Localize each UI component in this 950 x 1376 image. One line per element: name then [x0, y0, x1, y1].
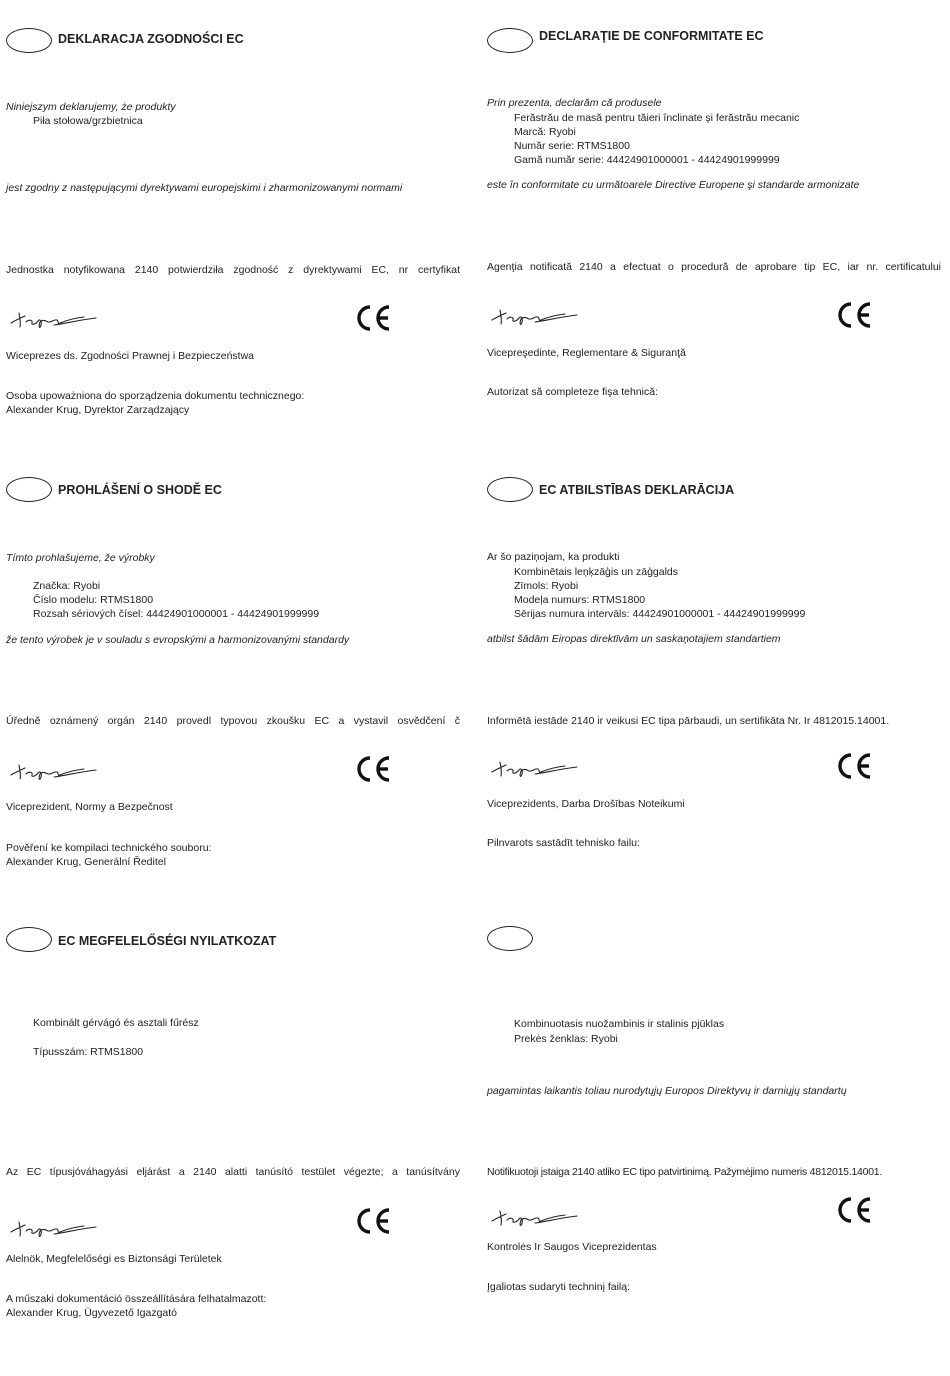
product-line: Číslo modelu: RTMS1800 [33, 594, 154, 606]
product-line: Značka: Ryobi [33, 580, 101, 592]
section-title: DECLARAŢIE DE CONFORMITATE EC [539, 29, 764, 43]
oval-icon [487, 477, 533, 502]
signature-icon [8, 1219, 100, 1239]
directives-text: este în conformitate cu următoarele Directive Europene şi standarde armonizate [487, 179, 860, 191]
ce-mark-icon [354, 1206, 392, 1236]
authorized-label: A műszaki dokumentáció összeállítására felhatalmazott: [6, 1293, 267, 1305]
product-line: Număr serie: RTMS1800 [514, 140, 630, 152]
oval-icon [6, 927, 52, 952]
intro-text: Prin prezenta, declarăm că produsele [487, 97, 662, 109]
directives-text: atbilst šādām Eiropas direktīvām un saskaņotajiem standartiem [487, 633, 781, 645]
directives-text: jest zgodny z następującymi dyrektywami europejskimi i zharmonizowanymi normami [6, 182, 403, 194]
authorized-label: Osoba upoważniona do sporządzenia dokumentu technicznego: [6, 390, 305, 402]
ce-mark-icon [354, 754, 392, 784]
product-line: Marcă: Ryobi [514, 126, 576, 138]
notified-body-text: Agenţia notificată 2140 a efectuat o procedură de aprobare tip EC, iar nr. certificatului [487, 261, 941, 273]
notified-body-text: Notifikuotoji įstaiga 2140 atliko EC tipo patvirtinimą. Pažymėjimo numeris 4812015.14001. [487, 1166, 883, 1178]
oval-icon [487, 926, 533, 951]
section-title: DEKLARACJA ZGODNOŚCI EC [58, 32, 244, 46]
signer-title: Alelnök, Megfelelőségi es Biztonsági Területek [6, 1253, 222, 1265]
authorized-label: Autorizat să completeze fişa tehnică: [487, 386, 659, 398]
signature-icon [8, 310, 100, 330]
notified-body-text: Jednostka notyfikowana 2140 potwierdziła zgodność z dyrektywami EC, nr certyfikat [6, 264, 460, 276]
ce-mark-icon [354, 303, 392, 333]
notified-body-text: Úředně oznámený orgán 2140 provedl typovou zkoušku EC a vystavil osvědčení č [6, 715, 460, 727]
authorized-label: Pilnvarots sastādīt tehnisko failu: [487, 837, 640, 849]
product-line: Zīmols: Ryobi [514, 580, 579, 592]
product-line: Gamă număr serie: 44424901000001 - 44424901999999 [514, 154, 780, 166]
signer-title: Viceprezidents, Darba Drošības Noteikumi [487, 798, 685, 810]
product-line: Prekės ženklas: Ryobi [514, 1033, 618, 1045]
product-line: Kombinált gérvágó és asztali fűrész [33, 1017, 199, 1029]
signer-title: Wiceprezes ds. Zgodności Prawnej i Bezpieczeństwa [6, 350, 255, 362]
product-line: Kombinētais leņķzāģis un zāģgalds [514, 566, 679, 578]
authorized-name: Alexander Krug, Generální Ředitel [6, 856, 166, 868]
directives-text: že tento výrobek je v souladu s evropskými a harmonizovanými standardy [6, 634, 350, 646]
signature-icon [489, 1208, 581, 1228]
signer-title: Viceprezident, Normy a Bezpečnost [6, 801, 173, 813]
authorized-label: Pověření ke kompilaci technického souboru: [6, 842, 212, 854]
product-line: Modeļa numurs: RTMS1800 [514, 594, 646, 606]
ce-mark-icon [835, 1195, 873, 1225]
product-line: Piła stołowa/grzbietnica [33, 115, 143, 127]
product-line: Típusszám: RTMS1800 [33, 1046, 144, 1058]
oval-icon [6, 28, 52, 53]
intro-text: Ar šo paziņojam, ka produkti [487, 551, 620, 563]
signer-title: Vicepreşedinte, Reglementare & Siguranţă [487, 347, 686, 359]
oval-icon [487, 28, 533, 53]
section-title: EC MEGFELELŐSÉGI NYILATKOZAT [58, 934, 277, 948]
signature-icon [8, 762, 100, 782]
product-line: Kombinuotasis nuožambinis ir stalinis pjūklas [514, 1018, 725, 1030]
intro-text: Tímto prohlašujeme, že výrobky [6, 552, 155, 564]
authorized-label: Įgaliotas sudaryti techninį failą: [487, 1281, 630, 1293]
product-line: Sērijas numura intervāls: 44424901000001 - 44424901999999 [514, 608, 806, 620]
ce-mark-icon [835, 751, 873, 781]
authorized-name: Alexander Krug, Ügyvezető Igazgató [6, 1307, 178, 1319]
ce-mark-icon [835, 300, 873, 330]
notified-body-text: Az EC típusjóváhagyási eljárást a 2140 alatti tanúsító testület végezte; a tanúsítvány [6, 1166, 460, 1178]
authorized-name: Alexander Krug, Dyrektor Zarządzający [6, 404, 190, 416]
notified-body-text: Informētā iestāde 2140 ir veikusi EC tipa pārbaudi, un sertifikāta Nr. Ir 4812015.14001. [487, 715, 890, 727]
directives-text: pagamintas laikantis toliau nurodytųjų Europos Direktyvų ir darniųjų standartų [487, 1085, 847, 1097]
section-title: PROHLÁŠENÍ O SHODĚ EC [58, 483, 222, 497]
section-title: EC ATBILSTĪBAS DEKLARĀCIJA [539, 483, 735, 497]
oval-icon [6, 477, 52, 502]
signature-icon [489, 307, 581, 327]
signer-title: Kontrolės Ir Saugos Viceprezidentas [487, 1241, 657, 1253]
product-line: Ferăstrău de masă pentru tăieri înclinate şi ferăstrău mecanic [514, 112, 800, 124]
product-line: Rozsah sériových čísel: 44424901000001 - 44424901999999 [33, 608, 320, 620]
intro-text: Niniejszym deklarujemy, że produkty [6, 101, 176, 113]
signature-icon [489, 759, 581, 779]
